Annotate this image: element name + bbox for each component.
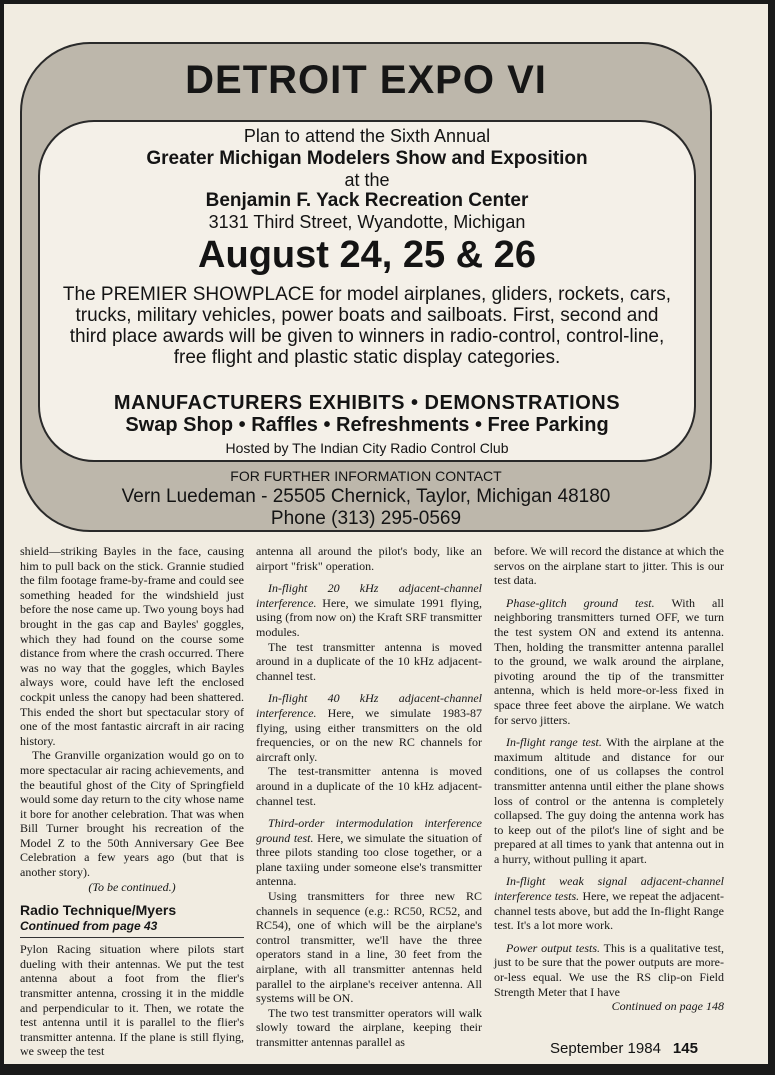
ad-exhibits-line: MANUFACTURERS EXHIBITS • DEMONSTRATIONS [113, 392, 621, 414]
ad-contact-address: Vern Luedeman - 25505 Chernick, Taylor, Michigan 48180 [121, 486, 611, 507]
ad-description: The PREMIER SHOWPLACE for model airplanes, gliders, rockets, cars, trucks, military vehicles, power boats and sailboats. First, second and third place awards will be given to winners in radio-control, control-line, free flight and plastic static display categories. [62, 284, 672, 368]
article-paragraph: Using transmitters for three new RC channels in sequence (e.g.: RC50, RC52, and RC54), one of which will be the airplane's control transmitter, we'll have the three operators stand in a line, 30 feet from the airplane, with all transmitter antennas held parallel to the airplane's receiver antenna. All systems will be ON. [256, 889, 482, 1006]
ad-amenities-line: Swap Shop • Raffles • Refreshments • Free Parking [125, 414, 609, 436]
expo-advertisement [20, 42, 712, 532]
article-paragraph: The Granville organization would go on to more spectacular air racing achievements, and the beautiful ghost of the City of Springfield would some day return to the city whose name it bore for another celebration. That was when Bill Turner brought his recreation of the Model Z to the 50th Anniversary Gee Bee Celebration a few years ago (but that is another story). [20, 748, 244, 880]
ad-line-invite: Plan to attend the Sixth Annual [243, 126, 491, 146]
column-right [494, 544, 724, 1022]
test-paragraph: In-flight 20 kHz adjacent-channel interference. Here, we simulate 1991 flying, using (from now on) the Kraft SRF transmitter modules. [256, 581, 482, 639]
issue-date: September 1984 [550, 1040, 661, 1057]
test-heading: In-flight 40 kHz adjacent-channel interference. [256, 691, 482, 720]
continued-on-page: Continued on page 148 [611, 999, 724, 1014]
section-continued-from: Continued from page 43 [20, 919, 244, 938]
test-paragraph: In-flight range test. With the airplane at the maximum altitude and distance for our conditions, one of us collapses the control transmitter antenna until either the plane shows loss of control or the antenna is completely collapsed. The guy doing the antenna work has to keep out of the pilot's line of sight and be prepared at all times to yank that antenna out in a hurry, without pulling it apart. [494, 735, 724, 866]
test-paragraph: Third-order intermodulation interference ground test. Here, we simulate the situation of three pilots standing too close together, or a plane taxiing under someone else's transmitter antenna. [256, 816, 482, 889]
ad-dates: August 24, 25 & 26 [198, 234, 536, 276]
article-paragraph: The test-transmitter antenna is moved around in a duplicate of the 10 kHz adjacent-channel test. [256, 764, 482, 808]
test-heading: In-flight 20 kHz adjacent-channel interference. [256, 581, 482, 610]
ad-line-address: 3131 Third Street, Wyandotte, Michigan [208, 212, 526, 232]
article-paragraph: The two test transmitter operators will walk slowly toward the airplane, keeping their transmitter antennas parallel as [256, 1005, 482, 1049]
ad-line-venue: Benjamin F. Yack Recreation Center [205, 190, 529, 211]
ad-inner-panel [38, 120, 696, 462]
article-paragraph: Pylon Racing situation where pilots start dueling with their antennas. We put the test antenna about a foot from the flier's transmitter antenna, crossing it in the middle and perpendicular to it. Then, we rotate the test antenna until it is parallel to the flier's transmitter antenna. If the plane is still flying, we sweep the test [20, 942, 244, 1059]
test-paragraph: In-flight weak signal adjacent-channel interference tests. Here, we repeat the adjacent-channel tests above, but add the In-flight Range test. It's a lot more work. [494, 874, 724, 933]
ad-line-at: at the [344, 170, 390, 190]
ad-contact-phone: Phone (313) 295-0569 [270, 508, 462, 529]
test-paragraph: Phase-glitch ground test. With all neighboring transmitters turned OFF, we turn the test system ON and extend its antenna. Then, holding the transmitter antenna parallel to the ground, we walk around the airplane, pivoting around the tip of the transmitter antenna, which is held more-or-less fixed in space three feet above the airplane. We watch for servo jitters. [494, 595, 724, 727]
article-paragraph: before. We will record the distance at which the servos on the airplane start to jitter. This is our test data. [494, 544, 724, 588]
to-be-continued: (To be continued.) [88, 879, 176, 894]
column-middle [256, 544, 482, 1050]
test-heading: In-flight range test. [506, 735, 602, 750]
column-left [20, 544, 244, 1064]
test-paragraph: Power output tests. This is a qualitative test, just to be sure that the power outputs are more-or-less equal. We use the RS clip-on Field Strength Meter that I have [494, 940, 724, 999]
test-heading: Third-order intermodulation interference ground test. [256, 816, 482, 845]
ad-host-line: Hosted by The Indian City Radio Control Club [225, 440, 509, 456]
section-heading: Radio Technique/Myers [20, 902, 177, 919]
test-heading: In-flight weak signal adjacent-channel interference tests. [494, 874, 724, 904]
article-paragraph: shield—striking Bayles in the face, causing him to pull back on the stick. Grannie studied the film footage frame-by-frame and could see something headed for the windshield just before the nose came up. Two young boys had brought in the gas cap and Bayles' goggles, which they had found on the course some distance from where the crash occurred. There was no way that the goggles, which Bayles always wore, could have left the enclosed cockpit unless the canopy had been shattered. This ended the short but spectacular story of one of the most fantastic aircraft in air racing history. [20, 544, 244, 748]
test-heading: Power output tests. [506, 940, 601, 955]
test-heading: Phase-glitch ground test. [506, 595, 655, 610]
article-paragraph: antenna all around the pilot's body, like an airport "frisk" operation. [256, 544, 482, 573]
article-paragraph: The test transmitter antenna is moved around in a duplicate of the 10 kHz adjacent-channel test. [256, 639, 482, 683]
ad-line-event-name: Greater Michigan Modelers Show and Exposition [146, 148, 588, 169]
test-paragraph: In-flight 40 kHz adjacent-channel interference. Here, we simulate 1983-87 flying, using either transmitters on the old frequencies, or on the new RC channels for aircraft only. [256, 691, 482, 764]
page-footer [550, 1040, 698, 1057]
ad-title: DETROIT EXPO VI [185, 58, 547, 102]
magazine-page [4, 4, 768, 1064]
page-number: 145 [672, 1040, 698, 1057]
ad-contact-heading: FOR FURTHER INFORMATION CONTACT [230, 468, 502, 484]
